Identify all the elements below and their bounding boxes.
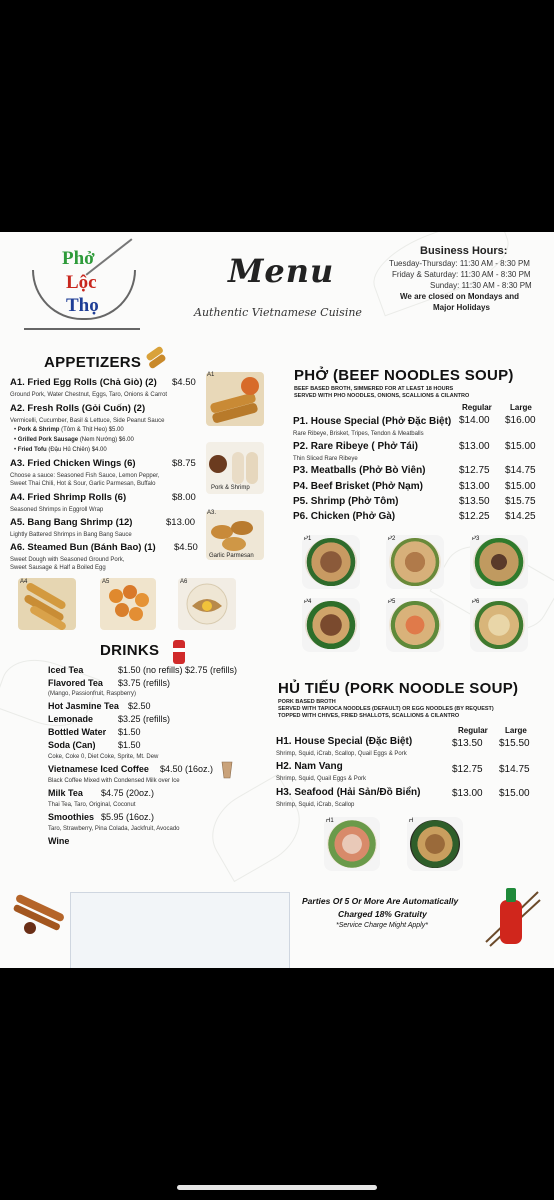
hu-tieu-regular-price: $12.75 bbox=[452, 764, 483, 775]
photo-label: Pork & Shrimp bbox=[211, 485, 250, 491]
drink-desc: Black Coffee Mixed with Condensed Milk over Ice bbox=[48, 778, 180, 784]
appetizer-name: A5. Bang Bang Shrimp (12) bbox=[10, 517, 133, 528]
drink-name: Flavored Tea bbox=[48, 678, 103, 688]
photo-label: A1 bbox=[207, 372, 215, 378]
service-charge-note: *Service Charge Might Apply* bbox=[336, 922, 428, 929]
pho-photo: P3 bbox=[470, 535, 528, 589]
appetizer-name: A4. Fried Shrimp Rolls (6) bbox=[10, 492, 127, 503]
hu-tieu-item-name: H2. Nam Vang bbox=[276, 761, 343, 772]
appetizers-title: APPETIZERS bbox=[44, 354, 142, 371]
drink-price: $3.75 (refills) bbox=[118, 678, 171, 688]
closed-note: Major Holidays bbox=[433, 303, 490, 312]
pho-large-price: $15.00 bbox=[505, 481, 536, 492]
fresh-roll-option: • Pork & Shrimp (Tôm & Thịt Heo) $5.00 bbox=[14, 427, 124, 433]
logo-underline bbox=[24, 328, 140, 330]
appetizer-name: A6. Steamed Bun (Bánh Bao) (1) bbox=[10, 542, 156, 553]
hu-tieu-regular-price: $13.50 bbox=[452, 738, 483, 749]
hu-tieu-item-desc: Shrimp, Squid, iCrab, Scallop bbox=[276, 802, 355, 808]
pho-regular-price: $13.00 bbox=[459, 441, 490, 452]
closed-note: We are closed on Mondays and bbox=[400, 292, 519, 301]
appetizer-desc: Ground Pork, Water Chestnut, Eggs, Taro, Onions & Carrot bbox=[10, 392, 168, 398]
pho-subtitle: SERVED WITH PHO NOODLES, ONIONS, SCALLIONS & CILANTRO bbox=[294, 393, 470, 399]
hu-tieu-regular-price: $13.00 bbox=[452, 788, 483, 799]
hu-tieu-subtitle: PORK BASED BROTH bbox=[278, 699, 336, 705]
egg-rolls-photo bbox=[206, 372, 264, 426]
column-regular: Regular bbox=[458, 726, 488, 735]
logo-line-2: Lộc bbox=[66, 272, 97, 293]
pho-photo: P1 bbox=[302, 535, 360, 589]
pho-item-name: P2. Rare Ribeye ( Phở Tái) bbox=[293, 441, 418, 452]
soda-can-icon bbox=[170, 636, 188, 666]
hu-tieu-item-desc: Shrimp, Squid, iCrab, Scallop, Quail Eggs & Pork bbox=[276, 751, 407, 757]
column-large: Large bbox=[505, 726, 527, 735]
pho-photo: P2 bbox=[386, 535, 444, 589]
appetizer-price: $8.00 bbox=[172, 492, 196, 503]
hours-line: Sunday: 11:30 AM - 8:30 PM bbox=[430, 281, 532, 290]
drink-price: $1.50 bbox=[118, 727, 141, 737]
pho-subtitle: BEEF BASED BROTH, SIMMERED FOR AT LEAST 18 HOURS bbox=[294, 386, 454, 392]
hu-tieu-large-price: $14.75 bbox=[499, 764, 530, 775]
appetizer-name: A3. Fried Chicken Wings (6) bbox=[10, 458, 136, 469]
photo-label: A6 bbox=[180, 579, 188, 585]
pho-large-price: $14.25 bbox=[505, 511, 536, 522]
drink-desc: Coke, Coke 0, Diet Coke, Sprite, Mt. Dew bbox=[48, 754, 159, 760]
drink-name: Vietnamese Iced Coffee bbox=[48, 764, 149, 774]
pho-large-price: $14.75 bbox=[505, 465, 536, 476]
hu-tieu-large-price: $15.00 bbox=[499, 788, 530, 799]
fresh-roll-option: • Fried Tofu (Đậu Hủ Chiên) $4.00 bbox=[14, 447, 107, 453]
drink-name: Milk Tea bbox=[48, 788, 83, 798]
photo-label: A5 bbox=[102, 579, 110, 585]
steamed-bun-photo bbox=[178, 578, 236, 630]
photo-label: A3. bbox=[207, 510, 217, 516]
drink-desc: (Mango, Passionfruit, Raspberry) bbox=[48, 691, 137, 697]
drink-price: $3.25 (refills) bbox=[118, 714, 171, 724]
pho-item-name: P1. House Special (Phở Đặc Biệt) bbox=[293, 416, 452, 427]
drink-desc: Taro, Strawberry, Pina Colada, Jackfruit, Avocado bbox=[48, 826, 180, 832]
cinnamon-star-anise-icon bbox=[8, 892, 70, 940]
appetizer-desc: Sweet Dough with Seasoned Ground Pork, bbox=[10, 557, 125, 563]
appetizer-price: $13.00 bbox=[166, 517, 196, 528]
hu-tieu-subtitle: SERVED WITH TAPIOCA NOODLES (DEFAULT) OR EGG NOODLES (BY REQUEST) bbox=[278, 706, 494, 712]
receipt-reflection bbox=[70, 892, 290, 968]
pho-item-name: P6. Chicken (Phở Gà) bbox=[293, 511, 396, 522]
hu-tieu-title: HỦ TIẾU (PORK NOODLE SOUP) bbox=[278, 680, 519, 697]
drinks-title: DRINKS bbox=[100, 642, 160, 659]
drink-name: Lemonade bbox=[48, 714, 94, 724]
fresh-roll-option: • Grilled Pork Sausage (Nem Nướng) $6.00 bbox=[14, 437, 134, 443]
appetizer-price: $4.50 bbox=[172, 377, 196, 388]
pho-title: PHỞ (BEEF NOODLES SOUP) bbox=[294, 367, 514, 384]
appetizer-name: A1. Fried Egg Rolls (Chả Giò) (2) bbox=[10, 377, 157, 388]
drink-name: Wine bbox=[48, 836, 70, 846]
appetizer-desc: Vermicelli, Cucumber, Basil & Lettuce, Side Peanut Sauce bbox=[10, 418, 165, 424]
pho-item-desc: Rare Ribeye, Brisket, Tripes, Tendon & Meatballs bbox=[293, 431, 424, 437]
hu-tieu-photo: H bbox=[407, 817, 463, 871]
pho-regular-price: $13.50 bbox=[459, 496, 490, 507]
shrimp-rolls-photo bbox=[18, 578, 76, 630]
hu-tieu-photo: H1 bbox=[324, 817, 380, 871]
appetizer-desc: Lightly Battered Shrimps in Bang Bang Sauce bbox=[10, 532, 132, 538]
drink-price: $4.75 (20oz.) bbox=[101, 788, 155, 798]
drink-desc: Thai Tea, Taro, Original, Coconut bbox=[48, 802, 136, 808]
pho-item-name: P4. Beef Brisket (Phở Nạm) bbox=[293, 481, 423, 492]
photo-label: Garlic Parmesan bbox=[209, 553, 254, 559]
bottom-black-bar bbox=[0, 968, 554, 1200]
gratuity-note: Charged 18% Gratuity bbox=[338, 909, 427, 919]
pho-large-price: $15.75 bbox=[505, 496, 536, 507]
logo-line-1: Phở bbox=[62, 248, 95, 269]
pho-item-name: P3. Meatballs (Phở Bò Viên) bbox=[293, 465, 426, 476]
menu-subtitle: Authentic Vietnamese Cuisine bbox=[194, 306, 362, 319]
sriracha-chopsticks-icon bbox=[482, 878, 542, 950]
drink-price: $5.95 (16oz.) bbox=[101, 812, 155, 822]
logo-line-3: Thọ bbox=[66, 295, 99, 316]
menu-sheet bbox=[0, 232, 554, 968]
pho-regular-price: $14.00 bbox=[459, 415, 490, 426]
appetizer-desc: Seasoned Shrimps in Eggroll Wrap bbox=[10, 507, 104, 513]
pho-large-price: $16.00 bbox=[505, 415, 536, 426]
home-indicator[interactable] bbox=[177, 1185, 377, 1190]
drink-price: $1.50 bbox=[118, 740, 141, 750]
drink-price: $1.50 (no refills) $2.75 (refills) bbox=[118, 665, 238, 675]
appetizer-desc: Sweet Sausage & Half a Boiled Egg bbox=[10, 565, 106, 571]
drink-name: Iced Tea bbox=[48, 665, 84, 675]
top-black-bar bbox=[0, 0, 554, 232]
pho-regular-price: $12.75 bbox=[459, 465, 490, 476]
business-hours-title: Business Hours: bbox=[420, 245, 508, 257]
spring-roll-icon bbox=[142, 342, 168, 374]
column-regular: Regular bbox=[462, 403, 492, 412]
drink-name: Soda (Can) bbox=[48, 740, 96, 750]
drink-name: Bottled Water bbox=[48, 727, 107, 737]
appetizer-desc: Sweet Thai Chili, Hot & Sour, Garlic Parmesan, Buffalo bbox=[10, 481, 156, 487]
column-large: Large bbox=[510, 403, 532, 412]
hours-line: Friday & Saturday: 11:30 AM - 8:30 PM bbox=[392, 270, 531, 279]
hu-tieu-large-price: $15.50 bbox=[499, 738, 530, 749]
hu-tieu-item-name: H1. House Special (Đặc Biệt) bbox=[276, 736, 413, 747]
drink-price: $2.50 bbox=[128, 701, 151, 711]
hu-tieu-subtitle: TOPPED WITH CHIVES, FRIED SHALLOTS, SCALLIONS & CILANTRO bbox=[278, 713, 460, 719]
appetizer-price: $4.50 bbox=[174, 542, 198, 553]
menu-title: Menu bbox=[228, 252, 335, 290]
pho-photo: P4 bbox=[302, 598, 360, 652]
drink-price: $4.50 (16oz.) bbox=[160, 764, 214, 774]
appetizer-desc: Choose a sauce: Seasoned Fish Sauce, Lemon Pepper, bbox=[10, 473, 160, 479]
pho-item-desc: Thin Sliced Rare Ribeye bbox=[293, 456, 358, 462]
hu-tieu-item-desc: Shrimp, Squid, Quail Eggs & Pork bbox=[276, 776, 367, 782]
pho-regular-price: $12.25 bbox=[459, 511, 490, 522]
hours-line: Tuesday-Thursday: 11:30 AM - 8:30 PM bbox=[389, 259, 530, 268]
pho-photo: P5 bbox=[386, 598, 444, 652]
photo-label: A4 bbox=[20, 579, 28, 585]
bang-bang-shrimp-photo bbox=[100, 578, 156, 630]
pho-photo: P6 bbox=[470, 598, 528, 652]
iced-coffee-icon bbox=[219, 758, 235, 780]
drink-name: Hot Jasmine Tea bbox=[48, 701, 119, 711]
pho-item-name: P5. Shrimp (Phở Tôm) bbox=[293, 496, 399, 507]
pho-regular-price: $13.00 bbox=[459, 481, 490, 492]
appetizer-price: $8.75 bbox=[172, 458, 196, 469]
gratuity-note: Parties Of 5 Or More Are Automatically bbox=[302, 896, 459, 906]
pho-large-price: $15.00 bbox=[505, 441, 536, 452]
hu-tieu-item-name: H3. Seafood (Hải Sản/Đồ Biển) bbox=[276, 787, 421, 798]
drink-name: Smoothies bbox=[48, 812, 95, 822]
appetizer-name: A2. Fresh Rolls (Gỏi Cuốn) (2) bbox=[10, 403, 146, 414]
